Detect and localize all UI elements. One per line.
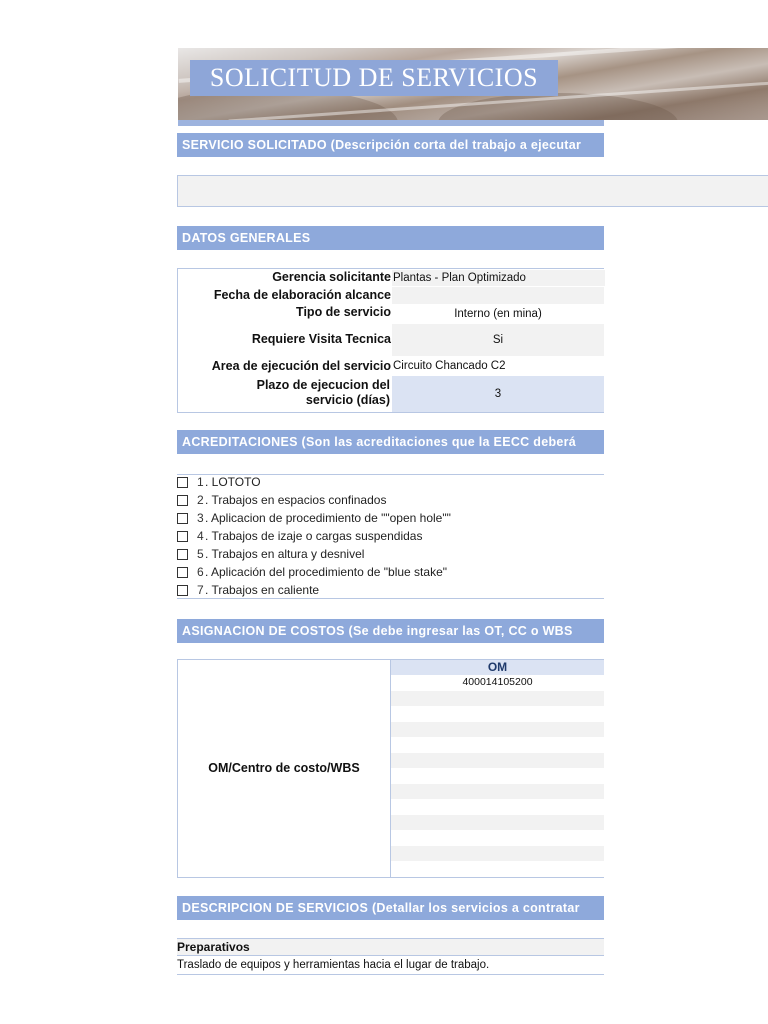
section-header-costos: ASIGNACION DE COSTOS (Se debe ingresar las OT, CC o WBS [177, 619, 604, 643]
checkbox[interactable] [177, 567, 188, 578]
costos-cell[interactable] [391, 861, 604, 876]
checkbox[interactable] [177, 477, 188, 488]
tipo-servicio-value[interactable]: Interno (en mina) [392, 305, 604, 323]
gerencia-value[interactable]: Plantas - Plan Optimizado [392, 270, 605, 286]
item-label: . Trabajos en espacios confinados [205, 493, 387, 507]
item-label: . Aplicación del procedimiento de "blue stake" [205, 565, 447, 579]
costos-cell[interactable] [391, 768, 604, 783]
costos-cell[interactable]: 400014105200 [462, 676, 533, 688]
gerencia-label: Gerencia solicitante [272, 270, 391, 284]
item-label: . Aplicacion de procedimiento de ""open hole"" [205, 511, 451, 525]
costos-cell[interactable] [391, 706, 604, 721]
section-header-descripcion: DESCRIPCION DE SERVICIOS (Detallar los servicios a contratar [177, 896, 604, 920]
costos-column-header: OM [391, 660, 604, 675]
costos-cell[interactable] [391, 830, 604, 845]
header-banner [178, 48, 768, 120]
item-number: 3 [197, 511, 204, 525]
item-number: 1 [197, 475, 204, 489]
costos-cell[interactable] [391, 753, 604, 768]
costos-cell[interactable] [391, 815, 604, 830]
costos-label-cell [178, 660, 391, 877]
item-label: . LOTOTO [205, 475, 261, 489]
checkbox[interactable] [177, 585, 188, 596]
checkbox[interactable] [177, 513, 188, 524]
item-number: 7 [197, 583, 204, 597]
section-header-acreditaciones: ACREDITACIONES (Son las acreditaciones que la EECC deberá [177, 430, 604, 454]
item-number: 6 [197, 565, 204, 579]
checkbox[interactable] [177, 495, 188, 506]
item-label: . Trabajos en altura y desnivel [205, 547, 365, 561]
tipo-servicio-label: Tipo de servicio [296, 305, 391, 319]
section-header-datos-generales: DATOS GENERALES [177, 226, 604, 250]
plazo-value[interactable]: 3 [392, 376, 604, 412]
costos-cell[interactable] [391, 846, 604, 861]
fecha-value[interactable] [392, 287, 604, 304]
datos-generales-table [177, 268, 604, 413]
area-ejecucion-value[interactable]: Circuito Chancado C2 [392, 357, 605, 375]
item-number: 4 [197, 529, 204, 543]
checkbox[interactable] [177, 549, 188, 560]
costos-label: OM/Centro de costo/WBS [208, 761, 360, 775]
banner-divider [178, 120, 604, 126]
title-box [190, 60, 558, 96]
fecha-label: Fecha de elaboración alcance [213, 288, 391, 302]
item-label: . Trabajos en caliente [205, 583, 320, 597]
checkbox[interactable] [177, 531, 188, 542]
page-title: SOLICITUD DE SERVICIOS [209, 63, 539, 92]
section-header-servicio: SERVICIO SOLICITADO (Descripción corta del trabajo a ejecutar [177, 133, 604, 157]
item-number: 5 [197, 547, 204, 561]
area-ejecucion-label: Area de ejecución del servicio [211, 359, 391, 373]
visita-tecnica-value[interactable]: Si [392, 324, 604, 356]
visita-tecnica-label: Requiere Visita Tecnica [251, 332, 391, 346]
plazo-label: Plazo de ejecucion del servicio (días) [256, 378, 390, 407]
servicio-solicitado-field[interactable] [177, 175, 768, 207]
item-number: 2 [197, 493, 204, 507]
costos-cell[interactable] [391, 691, 604, 706]
descripcion-heading: Preparativos [177, 939, 604, 956]
item-label: . Trabajos de izaje o cargas suspendidas [205, 529, 423, 543]
costos-cell[interactable] [391, 784, 604, 799]
costos-cell[interactable] [391, 737, 604, 752]
costos-cell[interactable] [391, 722, 604, 737]
costos-cell[interactable] [391, 799, 604, 814]
descripcion-text[interactable]: Traslado de equipos y herramientas hacia el lugar de trabajo. [177, 959, 490, 971]
costos-table [177, 659, 604, 878]
